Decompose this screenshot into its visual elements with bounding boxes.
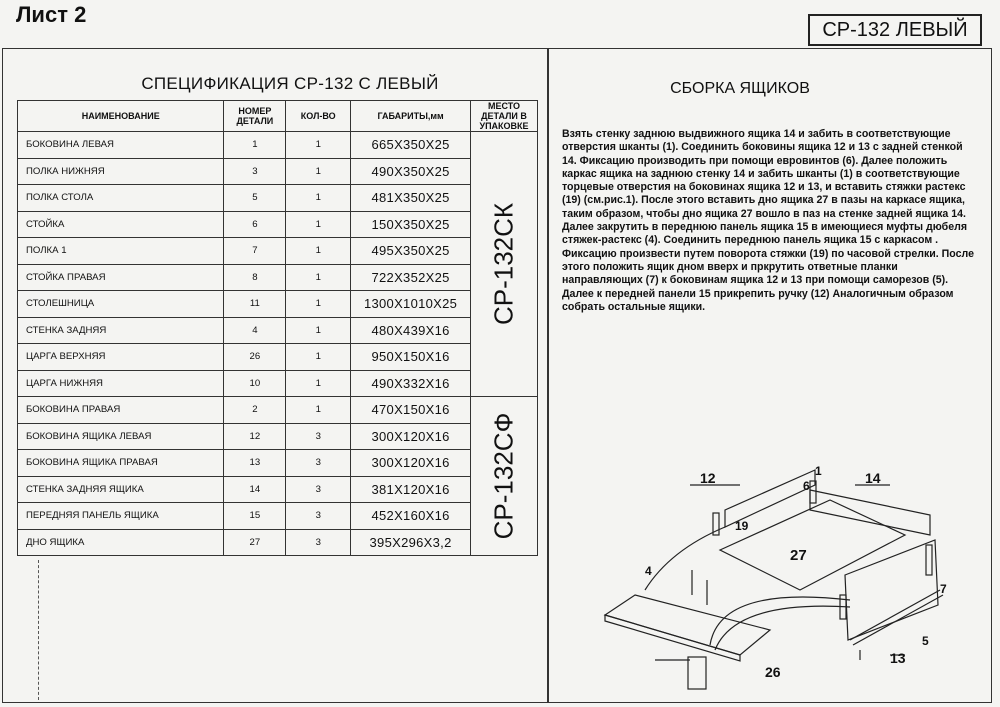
table-row bbox=[18, 397, 538, 424]
cell-name: СТОЙКА bbox=[18, 211, 224, 238]
cell-dims: 395Х296Х3,2 bbox=[351, 529, 471, 556]
table-row bbox=[18, 450, 538, 477]
cell-qty: 1 bbox=[286, 344, 351, 371]
cell-name: ЦАРГА ВЕРХНЯЯ bbox=[18, 344, 224, 371]
table-row bbox=[18, 423, 538, 450]
cell-num: 1 bbox=[224, 132, 286, 159]
bottom-part bbox=[720, 500, 905, 590]
cell-name: ЦАРГА НИЖНЯЯ bbox=[18, 370, 224, 397]
cell-name: СТЕНКА ЗАДНЯЯ bbox=[18, 317, 224, 344]
cell-name: СТОЙКА ПРАВАЯ bbox=[18, 264, 224, 291]
callout-26: 26 bbox=[765, 664, 781, 680]
cell-qty: 1 bbox=[286, 370, 351, 397]
cell-name: БОКОВИНА ПРАВАЯ bbox=[18, 397, 224, 424]
spec-header-row bbox=[18, 101, 538, 132]
table-row bbox=[18, 158, 538, 185]
pack-group-label: СР-132СК bbox=[488, 202, 519, 326]
cell-qty: 1 bbox=[286, 185, 351, 212]
cell-name: ПОЛКА 1 bbox=[18, 238, 224, 265]
drawing-callouts bbox=[645, 464, 947, 680]
cell-name: ПОЛКА НИЖНЯЯ bbox=[18, 158, 224, 185]
header-dims: ГАБАРИТЫ,мм bbox=[351, 101, 471, 132]
cell-dims: 481Х350Х25 bbox=[351, 185, 471, 212]
cell-name: ДНО ЯЩИКА bbox=[18, 529, 224, 556]
cell-dims: 452Х160Х16 bbox=[351, 503, 471, 530]
cell-dims: 490Х350Х25 bbox=[351, 158, 471, 185]
table-row bbox=[18, 317, 538, 344]
cell-name: БОКОВИНА ЯЩИКА ЛЕВАЯ bbox=[18, 423, 224, 450]
cell-qty: 1 bbox=[286, 317, 351, 344]
cell-name: СТОЛЕШНИЦА bbox=[18, 291, 224, 318]
cell-qty: 1 bbox=[286, 211, 351, 238]
fold-line bbox=[38, 560, 39, 700]
header-name: НАИМЕНОВАНИЕ bbox=[18, 101, 224, 132]
callout-12: 12 bbox=[700, 470, 716, 486]
spec-title: СПЕЦИФИКАЦИЯ СР-132 С ЛЕВЫЙ bbox=[141, 74, 439, 93]
cell-num: 4 bbox=[224, 317, 286, 344]
callout-4: 4 bbox=[645, 564, 652, 578]
callout-27: 27 bbox=[790, 547, 807, 564]
table-row bbox=[18, 503, 538, 530]
column-divider bbox=[547, 48, 549, 703]
cell-name: БОКОВИНА ЯЩИКА ПРАВАЯ bbox=[18, 450, 224, 477]
header-qty: КОЛ-ВО bbox=[286, 101, 351, 132]
header-pack: МЕСТО ДЕТАЛИ В УПАКОВКЕ bbox=[471, 101, 538, 132]
callout-5: 5 bbox=[922, 634, 929, 648]
callout-13: 13 bbox=[890, 650, 906, 666]
cell-qty: 3 bbox=[286, 529, 351, 556]
assembly-title: СБОРКА ЯЩИКОВ bbox=[670, 80, 810, 97]
table-row bbox=[18, 185, 538, 212]
right-side-part bbox=[845, 540, 938, 640]
pack-group-cell bbox=[471, 397, 538, 556]
handle-part bbox=[688, 657, 706, 689]
cell-num: 7 bbox=[224, 238, 286, 265]
cell-name: ПОЛКА СТОЛА bbox=[18, 185, 224, 212]
cell-num: 14 bbox=[224, 476, 286, 503]
assembly-instructions: Взять стенку заднюю выдвижного ящика 14 и забить в соответствующие отверстия шканты (1). Соединить боковины ящика 12 и 13 с задней стенкой 14. Фиксацию производить при помощи евровинтов (6). Далее положить каркас ящика на заднюю стенку 14 и забить шканты (1) в соответствующие торцевые отверстия на боковинах ящика 12 и 13, и вставить стяжки растекс (19) (см.рис.1). После этого вставить дно ящика 27 в пазы на каркасе ящика, таким образом, чтобы дно ящика 27 вошло в паз на стенке задней ящика 14. Далее закрутить в переднюю панель ящика 15 в имеющиеся муфты дюбеля стяжек-растекс (4). Соединить переднюю панель ящика 15 с каркасом . Фиксацию произвести путем поворота стяжки (19) по часовой стрелки. После этого положить ящик дном вверх и пркрутить ответные планки направляющих (7) к боковинам ящика 12 и 13 при помощи саморезов (5). Далее к передней панели 15 прикрепить ручку (12) Аналогичным образом собрать остальные ящики. bbox=[562, 128, 975, 313]
cell-qty: 3 bbox=[286, 503, 351, 530]
model-code-box: СР-132 ЛЕВЫЙ bbox=[808, 14, 982, 46]
cell-name: ПЕРЕДНЯЯ ПАНЕЛЬ ЯЩИКА bbox=[18, 503, 224, 530]
cell-num: 2 bbox=[224, 397, 286, 424]
cell-qty: 1 bbox=[286, 158, 351, 185]
cell-name: СТЕНКА ЗАДНЯЯ ЯЩИКА bbox=[18, 476, 224, 503]
cell-dims: 150Х350Х25 bbox=[351, 211, 471, 238]
table-row bbox=[18, 370, 538, 397]
callout-19: 19 bbox=[735, 519, 749, 533]
callout-14: 14 bbox=[865, 470, 881, 486]
cell-dims: 490Х332Х16 bbox=[351, 370, 471, 397]
cell-qty: 1 bbox=[286, 238, 351, 265]
cell-dims: 300Х120Х16 bbox=[351, 423, 471, 450]
table-row bbox=[18, 264, 538, 291]
pack-group-cell bbox=[471, 132, 538, 397]
callout-7: 7 bbox=[940, 582, 947, 596]
cell-num: 11 bbox=[224, 291, 286, 318]
cell-dims: 1300Х1010Х25 bbox=[351, 291, 471, 318]
table-row bbox=[18, 344, 538, 371]
cell-qty: 1 bbox=[286, 291, 351, 318]
cell-dims: 495Х350Х25 bbox=[351, 238, 471, 265]
callout-6: 6 bbox=[803, 479, 810, 493]
back-wall-part bbox=[810, 490, 930, 535]
sheet-label: Лист 2 bbox=[16, 2, 87, 27]
cell-num: 15 bbox=[224, 503, 286, 530]
cell-qty: 1 bbox=[286, 397, 351, 424]
cell-num: 8 bbox=[224, 264, 286, 291]
cell-dims: 665Х350Х25 bbox=[351, 132, 471, 159]
cell-num: 5 bbox=[224, 185, 286, 212]
table-row bbox=[18, 529, 538, 556]
cell-qty: 1 bbox=[286, 132, 351, 159]
cell-num: 10 bbox=[224, 370, 286, 397]
cell-qty: 3 bbox=[286, 450, 351, 477]
spec-table bbox=[17, 100, 538, 556]
cell-num: 3 bbox=[224, 158, 286, 185]
cell-dims: 480Х439Х16 bbox=[351, 317, 471, 344]
cell-num: 27 bbox=[224, 529, 286, 556]
header-num: НОМЕР ДЕТАЛИ bbox=[224, 101, 286, 132]
table-row bbox=[18, 132, 538, 159]
cell-name: БОКОВИНА ЛЕВАЯ bbox=[18, 132, 224, 159]
pack-group-label: СР-132СФ bbox=[488, 412, 519, 540]
table-row bbox=[18, 238, 538, 265]
cell-qty: 1 bbox=[286, 264, 351, 291]
cell-qty: 3 bbox=[286, 476, 351, 503]
cell-dims: 300Х120Х16 bbox=[351, 450, 471, 477]
cell-num: 12 bbox=[224, 423, 286, 450]
cell-dims: 950Х150Х16 bbox=[351, 344, 471, 371]
table-row bbox=[18, 211, 538, 238]
table-row bbox=[18, 476, 538, 503]
cell-num: 13 bbox=[224, 450, 286, 477]
cell-dims: 722Х352Х25 bbox=[351, 264, 471, 291]
cell-qty: 3 bbox=[286, 423, 351, 450]
cell-dims: 381Х120Х16 bbox=[351, 476, 471, 503]
callout-1: 1 bbox=[815, 464, 822, 478]
cell-num: 26 bbox=[224, 344, 286, 371]
table-row bbox=[18, 291, 538, 318]
drawer-assembly-drawing bbox=[560, 455, 980, 695]
cell-num: 6 bbox=[224, 211, 286, 238]
cell-dims: 470Х150Х16 bbox=[351, 397, 471, 424]
